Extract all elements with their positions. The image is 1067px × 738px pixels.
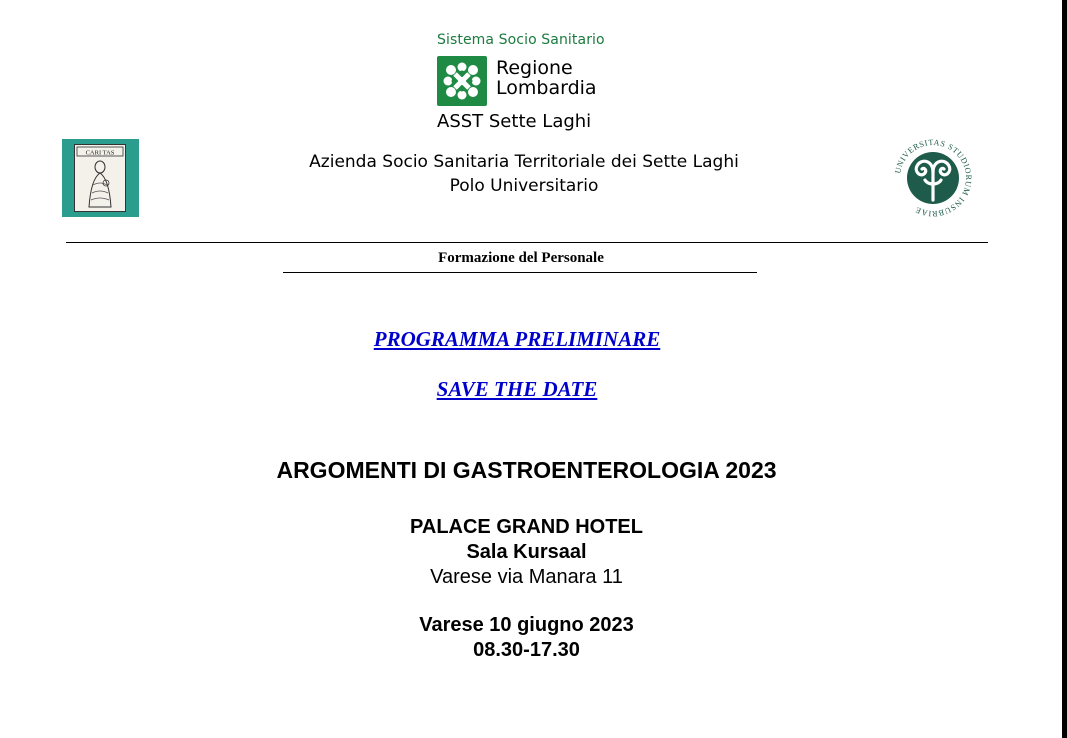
programma-preliminare-link[interactable]: PROGRAMMA PRELIMINARE [373,327,661,351]
event-time: 08.30-17.30 [473,639,580,661]
system-name: Sistema Socio Sanitario [437,32,605,48]
save-the-date-link[interactable]: SAVE THE DATE [436,377,598,401]
regione-lombardia-logo-icon [437,56,487,106]
azienda-line-1: Azienda Socio Sanitaria Territoriale dei Sette Laghi [309,152,739,172]
azienda-block [0,150,1048,198]
header-divider [66,242,988,243]
regione-name [496,58,597,98]
seal-text: UNIVERSITAS STUDIORUM INSUBRIAE [893,138,973,218]
section-divider [283,272,757,273]
regione-line-2: Lombardia [496,77,597,99]
university-seal-icon [893,138,973,218]
regione-line-1: Regione [496,57,573,79]
asst-name: ASST Sette Laghi [437,111,592,132]
venue-room: Sala Kursaal [466,541,587,563]
event-title: ARGOMENTI DI GASTROENTEROLOGIA 2023 [276,457,777,483]
caritas-label: CARI TAS [85,149,115,157]
venue-address: Varese via Manara 11 [430,566,623,588]
venue-block [0,515,1053,590]
event-date: Varese 10 giugno 2023 [419,614,634,636]
venue-name: PALACE GRAND HOTEL [410,516,643,538]
date-block [0,613,1053,663]
window-edge [1062,0,1067,738]
section-title: Formazione del Personale [438,250,604,266]
azienda-line-2: Polo Universitario [449,176,599,196]
